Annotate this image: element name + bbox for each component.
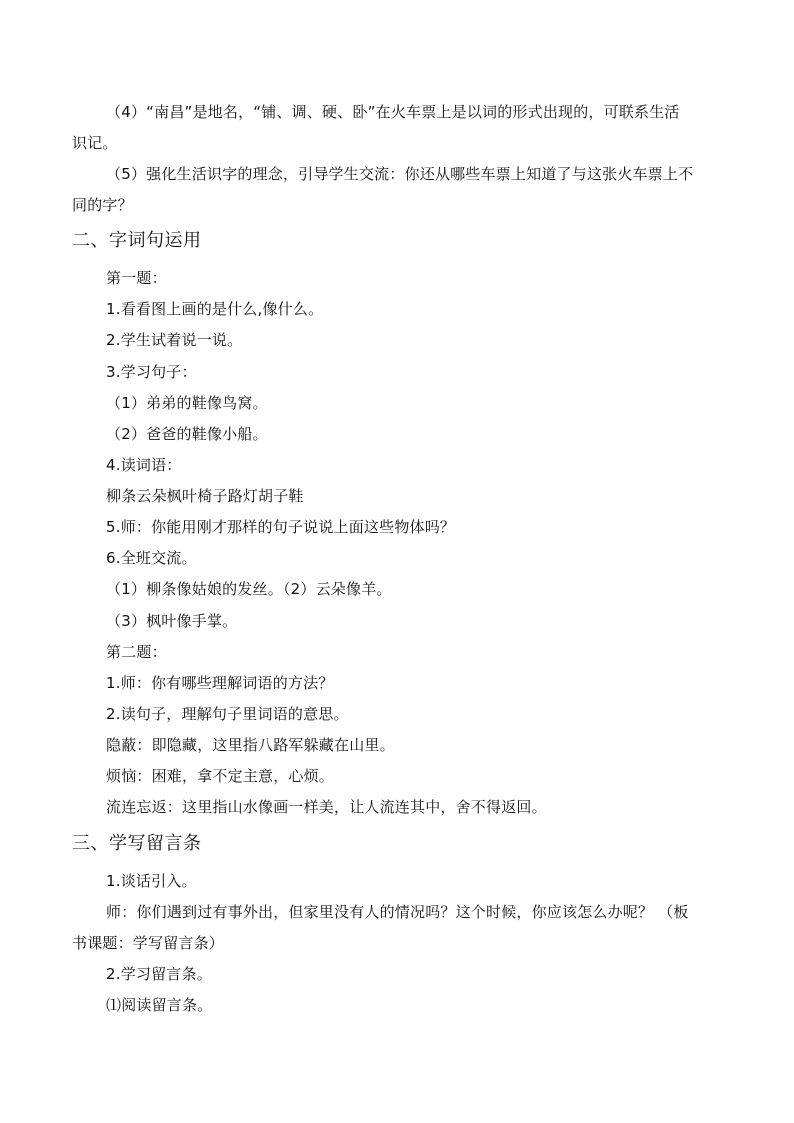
- item5-line2: 同的字？: [72, 196, 133, 214]
- q2-step2: 2.读句子，理解句子里词语的意思。: [106, 705, 349, 723]
- item4-line1: （4）“南昌”是地名，“铺、调、硬、卧”在火车票上是以词的形式出现的，可联系生活: [106, 103, 680, 121]
- q1-step6: 6.全班交流。: [106, 549, 197, 567]
- item5-line1: （5）强化生活识字的理念，引导学生交流：你还从哪些车票上知道了与这张火车票上不: [106, 165, 694, 183]
- q1-words: 柳条云朵枫叶椅子路灯胡子鞋: [106, 487, 304, 505]
- q2-word1: 隐蔽：即隐藏，这里指八路军躲藏在山里。: [106, 736, 395, 754]
- q1-sentence1: （1）弟弟的鞋像鸟窝。: [106, 394, 268, 412]
- section2-heading: 二、字词句运用: [72, 230, 202, 251]
- s3-teacher-line2: 书课题：学写留言条）: [72, 934, 225, 952]
- q1-step2: 2.学生试着说一说。: [106, 331, 243, 349]
- q1-step5: 5.师：你能用刚才那样的句子说说上面这些物体吗？: [106, 518, 456, 536]
- q2-label: 第二题：: [106, 643, 167, 661]
- section3-heading: 三、学写留言条: [72, 833, 202, 854]
- s3-step2: 2.学习留言条。: [106, 965, 212, 983]
- q1-label: 第一题：: [106, 269, 167, 287]
- item4-line2: 识记。: [72, 134, 118, 152]
- s3-step2-sub1: ⑴阅读留言条。: [106, 996, 213, 1014]
- q1-example1: （1）柳条像姑娘的发丝。（2）云朵像羊。: [106, 580, 392, 598]
- q1-step1: 1.看看图上画的是什么,像什么。: [106, 300, 324, 318]
- q2-step1: 1.师：你有哪些理解词语的方法？: [106, 674, 334, 692]
- q1-step4: 4.读词语：: [106, 456, 182, 474]
- q1-example2: （3）枫叶像手掌。: [106, 612, 238, 630]
- s3-teacher-line1: 师：你们遇到过有事外出，但家里没有人的情况吗？这个时候，你应该怎么办呢？ （板: [106, 903, 689, 921]
- q2-word3: 流连忘返：这里指山水像画一样美，让人流连其中，舍不得返回。: [106, 798, 547, 816]
- q1-sentence2: （2）爸爸的鞋像小船。: [106, 425, 268, 443]
- q2-word2: 烦恼：困难，拿不定主意，心烦。: [106, 767, 335, 785]
- q1-step3: 3.学习句子：: [106, 363, 197, 381]
- s3-step1: 1.谈话引入。: [106, 872, 197, 890]
